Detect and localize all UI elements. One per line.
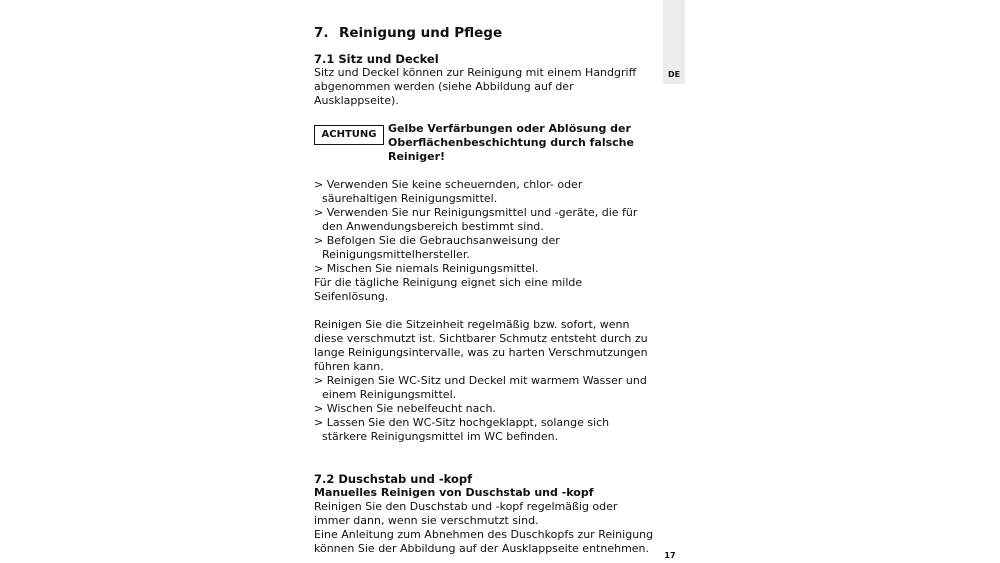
- shower-paragraph-2: Eine Anleitung zum Abnehmen des Duschkopfs zur Reinigung können Sie der Abbildung auf der Ausklappseite entnehmen.: [314, 528, 654, 555]
- section-title: Reinigung und Pflege: [339, 25, 503, 41]
- list-item: > Wischen Sie nebelfeucht nach.: [314, 402, 654, 416]
- seat-cleaning-paragraph: Reinigen Sie die Sitzeinheit regelmäßig bzw. sofort, wenn diese verschmutzt ist. Sichtbarer Schmutz entsteht durch zu lange Reinigungsintervalle, was zu harten Verschmutzungen führen kann.: [314, 318, 648, 373]
- page-number: 17: [664, 551, 676, 560]
- warning-label: ACHTUNG: [314, 125, 384, 145]
- list-item: > Reinigen Sie WC-Sitz und Deckel mit warmem Wasser und einem Reinigungsmittel.: [314, 374, 654, 402]
- shower-paragraph-1: Reinigen Sie den Duschstab und -kopf regelmäßig oder immer dann, wenn sie verschmutzt sind.: [314, 500, 618, 527]
- warning-box: [314, 122, 654, 164]
- list-item: > Befolgen Sie die Gebrauchsanweisung der Reinigungsmittelhersteller.: [314, 234, 654, 262]
- content-column: [314, 24, 654, 556]
- seat-intro-paragraph: Sitz und Deckel können zur Reinigung mit einem Handgriff abgenommen werden (siehe Abbildung auf der Ausklappseite).: [314, 66, 637, 107]
- list-item: > Verwenden Sie nur Reinigungsmittel und -geräte, die für den Anwendungsbereich bestimmt sind.: [314, 206, 654, 234]
- list-item: > Lassen Sie den WC-Sitz hochgeklappt, solange sich stärkere Reinigungsmittel im WC befinden.: [314, 416, 654, 444]
- subsection-heading-seat: 7.1 Sitz und Deckel: [314, 52, 439, 66]
- list-item: > Mischen Sie niemals Reinigungsmittel.: [314, 262, 654, 276]
- shower-subheading: Manuelles Reinigen von Duschstab und -kopf: [314, 486, 594, 499]
- language-tab-label: DE: [667, 70, 681, 79]
- warning-text: Gelbe Verfärbungen oder Ablösung der Oberflächenbeschichtung durch falsche Reiniger!: [388, 122, 634, 163]
- seat-cleaning-steps: [314, 374, 654, 444]
- cleaning-agent-list: [314, 178, 654, 276]
- subsection-heading-shower: 7.2 Duschstab und -kopf: [314, 472, 473, 486]
- daily-cleaning-note: Für die tägliche Reinigung eignet sich eine milde Seifenlösung.: [314, 276, 583, 303]
- section-number: 7.: [314, 25, 329, 41]
- section-heading: [314, 24, 654, 42]
- list-item: > Verwenden Sie keine scheuernden, chlor- oder säurehaltigen Reinigungsmittel.: [314, 178, 654, 206]
